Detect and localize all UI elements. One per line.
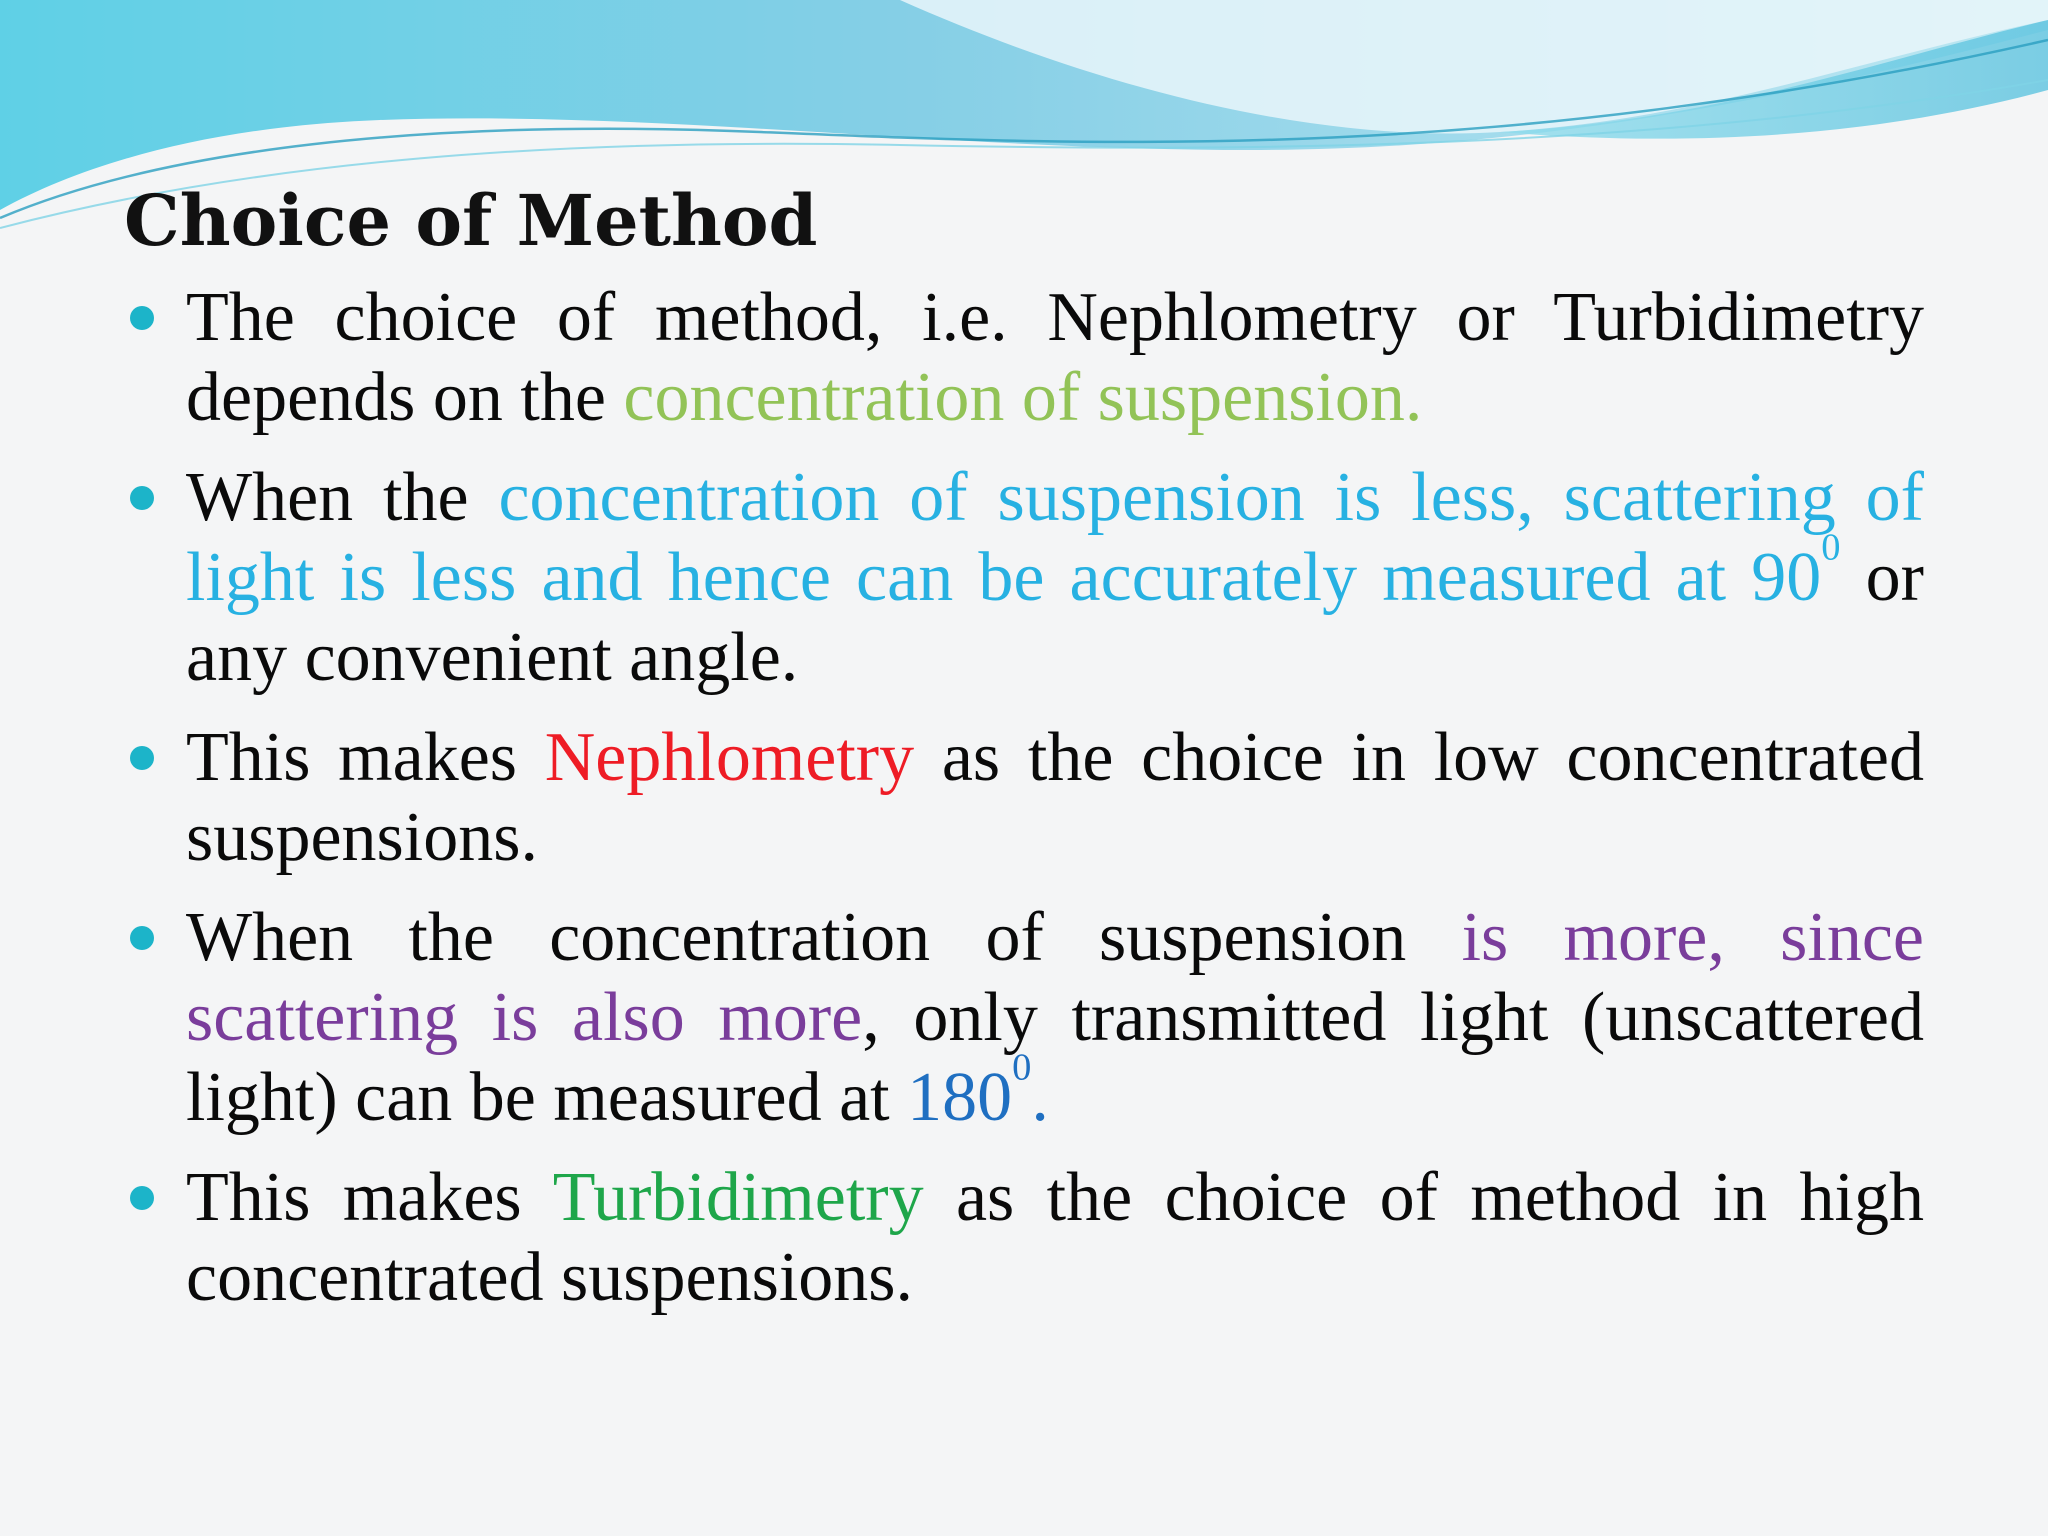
bullet-text-segment: as the choice in low concentrated suspensions. [186,719,1924,876]
bullet-text-segment: When the [186,459,499,536]
superscript-text: 0 [1821,526,1841,569]
bullet-item [124,898,1924,1138]
bullet-text-segment: concentration of suspension. [623,359,1423,436]
bullet-text-segment: This makes [186,1159,553,1236]
slide-title: Choice of Method [124,179,818,262]
bullet-text-segment: The choice of method, i.e. Nephlometry or Turbidimetry depends on the [186,279,1924,436]
bullet-item [124,278,1924,438]
bullet-text-segment: 180 [907,1059,1013,1136]
bullet-text-segment: or any convenient angle. [186,539,1924,696]
bullet-dot-icon [130,926,154,950]
bullet-text-segment: as the choice of method in high concentrated suspensions. [186,1159,1924,1316]
bullet-text-segment: is more, since scattering is also more [186,899,1924,1056]
bullet-text-segment: . [1031,1059,1049,1136]
bullet-dot-icon [130,1186,154,1210]
bullet-text-segment: concentration of suspension is less, scattering of light is less and hence can be accurately measured at 90 [186,459,1924,616]
bullet-text-segment: When the concentration of suspension [186,899,1462,976]
bullet-dot-icon [130,486,154,510]
bullet-dot-icon [130,746,154,770]
bullet-list [124,278,1924,1338]
bullet-item [124,1158,1924,1318]
superscript-text: 0 [1012,1046,1032,1089]
bullet-text-segment: , only transmitted light (unscattered light) can be measured at [186,979,1924,1136]
bullet-item [124,458,1924,698]
bullet-text-segment: This makes [186,719,545,796]
bullet-text-segment: Nephlometry [544,719,915,796]
bullet-text-segment: Turbidimetry [552,1159,924,1236]
bullet-dot-icon [130,306,154,330]
bullet-item [124,718,1924,878]
